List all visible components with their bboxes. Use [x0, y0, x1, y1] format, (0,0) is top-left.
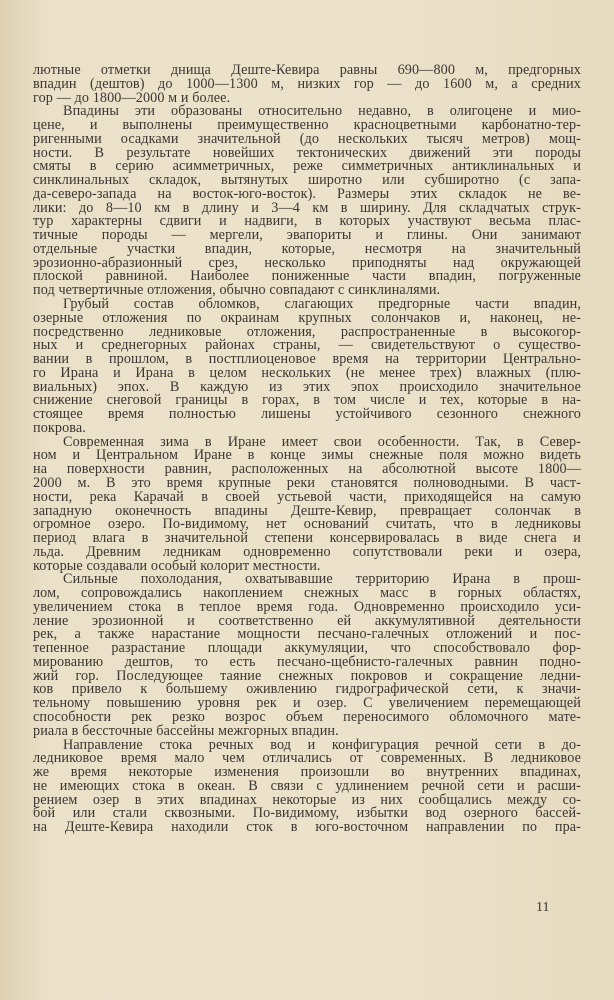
text-line: тельному повышению уровня рек и озер. С увеличением перемещающей: [33, 695, 581, 712]
text-line: мированию дештов, то есть песчано-щебнисто-галечных равнин подно-: [33, 653, 581, 670]
text-line: льда. Древним ледникам одновременно сопутствовали реки и озера,: [33, 543, 581, 560]
text-line: Современная зима в Иране имеет свои особенности. Так, в Север-: [63, 433, 581, 450]
text-line: ледниковое время мало чем отличались от современных. В ледниковое: [33, 750, 581, 767]
text-line: лом, сопровождались накоплением снежных масс в горных областях,: [33, 585, 581, 602]
text-line: цене, и выполнены преимущественно красноцветными карбонатно-тер-: [33, 117, 581, 134]
text-line: на поверхности равнин, расположенных на абсолютной высоте 1800—: [33, 461, 581, 478]
text-line: способности рек резко возрос объем переносимого обломочного мате-: [33, 708, 581, 725]
paragraph: [33, 433, 581, 574]
text-line: покрова.: [33, 419, 86, 436]
text-line: Грубый состав обломков, слагающих предгорные части впадин,: [63, 296, 581, 313]
text-line: ление эрозионной и соответственно ей аккумулятивной деятельности: [33, 612, 581, 629]
text-line: виальных) эпох. В каждую из этих эпох происходило значительное: [33, 378, 581, 395]
text-line: смяты в серию асимметричных, реже симметричных антиклинальных и: [33, 158, 581, 175]
text-line: синклинальных складок, вытянутых широтно или субширотно (с запа-: [33, 172, 581, 189]
text-line: западную оконечность впадины Деште-Кевир, превращает солончак в: [33, 502, 581, 519]
paragraph: [33, 64, 581, 105]
text-line: снижение снеговой границы в горах, в том числе и тех, которые в на-: [33, 392, 581, 409]
text-line: тепенное разрастание площади аккумуляции, что способствовало фор-: [33, 640, 581, 657]
page-number: 11: [536, 900, 550, 915]
text-line: ности, река Карачай в своей устьевой части, приходящейся на самую: [33, 488, 581, 505]
text-line: бой или стали сквозными. По-видимому, избытки вод озерного бассей-: [33, 805, 581, 822]
text-line: стоящее время полностью лишены устойчивого сезонного снежного: [33, 406, 581, 423]
text-line: отдельные участки впадин, которые, несмотря на значительный: [33, 240, 581, 257]
text-line: огромное озеро. По-видимому, нет оснований считать, что в ледниковы: [33, 516, 581, 533]
text-line: ном и Центральном Иране в конце зимы снежные поля можно видеть: [33, 447, 581, 464]
text-line: лютные отметки днища Деште-Кевира равны 690—800 м, предгорных: [33, 62, 581, 78]
text-line: ности. В результате новейших тектонических движений эти породы: [33, 144, 581, 161]
text-line: озерные отложения по окраинам крупных солончаков и, наконец, не-: [33, 309, 581, 326]
text-line: ригенными осадками значительной (до нескольких тысяч метров) мощ-: [33, 130, 581, 147]
text-line: тичные породы — мергели, эвапориты и глины. Они занимают: [33, 227, 581, 244]
text-line: плоской равниной. Наиболее пониженные части впадин, погруженные: [33, 268, 581, 285]
text-line: жий гор. Последующее таяние снежных покровов и сокращение ледни-: [33, 667, 581, 684]
paragraph: [33, 573, 581, 738]
text-line: ков привело к большему оживлению гидрографической сети, к значи-: [33, 681, 581, 698]
text-line: не имеющих стока в океан. В связи с удлинением речной сети и расши-: [33, 777, 581, 794]
text-line: Направление стока речных вод и конфигурация речной сети в до-: [63, 736, 581, 753]
body-text: [33, 64, 581, 835]
text-line: посредственно ледниковые отложения, распространенные в высокогор-: [33, 323, 581, 340]
text-line: которые создавали особый колорит местности.: [33, 557, 321, 574]
text-line: гор — до 1800—2000 м и более.: [33, 89, 231, 106]
text-line: 2000 м. В это время крупные реки становятся полноводными. В част-: [33, 474, 581, 491]
text-line: Сильные похолодания, охватывавшие территорию Ирана в прош-: [63, 571, 581, 588]
text-line: лики: до 8—10 км в длину и 3—4 км в ширину. Для складчатых струк-: [33, 199, 581, 216]
text-line: ных и среднегорных районах страны, — свидетельствуют о существо-: [33, 337, 581, 354]
text-line: под четвертичные отложения, обычно совпадают с синклиналями.: [33, 282, 441, 299]
text-line: го Ирана и Ирана в целом нескольких (не менее трех) влажных (плю-: [33, 364, 581, 381]
paragraph: [33, 105, 581, 298]
text-line: на Деште-Кевира находили сток в юго-восточном направлении по пра-: [33, 819, 581, 836]
paragraph: [33, 736, 581, 836]
text-line: же время некоторые изменения произошли во внутренних впадинах,: [33, 764, 581, 781]
text-line: рением озер в этих впадинах некоторые из них сообщались между со-: [33, 791, 581, 808]
text-line: да-северо-запада на восток-юго-восток). Размеры этих складок не ве-: [33, 185, 581, 202]
text-line: эрозионно-абразионный срез, несколько приподняты над окружающей: [33, 254, 581, 271]
text-line: увеличением стока в теплое время года. Одновременно происходило уси-: [33, 598, 581, 615]
text-line: Впадины эти образованы относительно недавно, в олигоцене и мио-: [63, 103, 581, 120]
text-line: период влага в значительной степени консервировалась в виде снега и: [33, 530, 581, 547]
text-line: впадин (дештов) до 1000—1300 м, низких гор — до 1600 м, а средних: [33, 75, 581, 92]
text-line: вании в прошлом, в постплиоценовое время на территории Центрально-: [33, 351, 581, 368]
text-line: тур характерны сдвиги и надвиги, в которых участвуют весьма плас-: [33, 213, 581, 230]
paragraph: [33, 298, 581, 436]
text-line: рек, а также нарастание мощности песчано-галечных отложений и пос-: [33, 626, 581, 643]
text-line: риала в бессточные бассейны межгорных впадин.: [33, 722, 339, 739]
